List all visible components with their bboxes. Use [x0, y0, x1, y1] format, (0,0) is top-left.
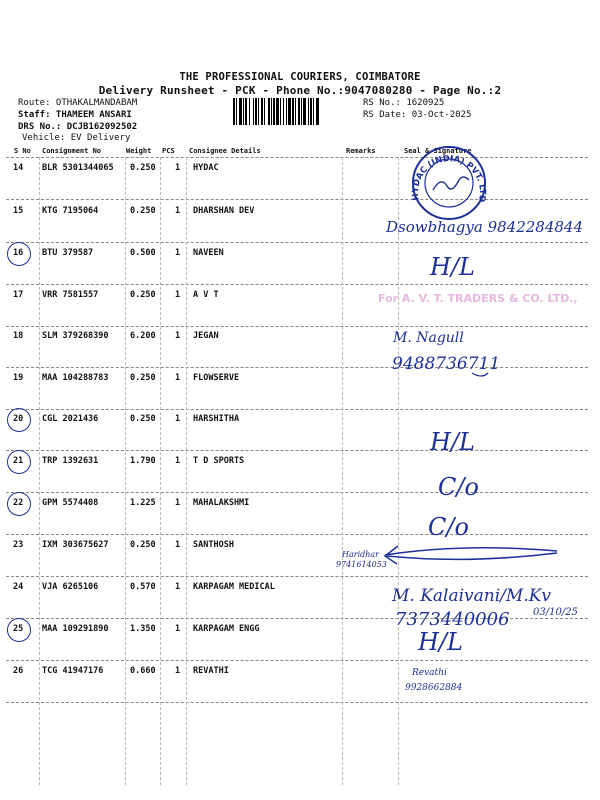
circle-mark — [7, 408, 31, 432]
note-row20: H/L — [430, 428, 475, 456]
row-sno: 16 — [13, 248, 24, 258]
row-consignee: MAHALAKSHMI — [193, 498, 250, 508]
row-consignment: IXM 303675627 — [42, 540, 109, 550]
row-pcs: 1 — [175, 290, 181, 300]
row-consignee: HARSHITHA — [193, 414, 240, 424]
row-sno: 15 — [13, 206, 24, 216]
stamp-row17: For A. V. T. TRADERS & CO. LTD., — [378, 292, 578, 305]
row-consignment: BLR 5301344065 — [42, 163, 114, 173]
rs-number: RS No.: 1620925 — [363, 98, 445, 108]
column-divider — [186, 157, 187, 785]
sign-row18-phone: 9488736711 — [392, 354, 501, 374]
col-sno: S No — [14, 147, 31, 155]
runsheet-subtitle: Delivery Runsheet - PCK - Phone No.:9047080280 - Page No.:2 — [98, 84, 502, 97]
row-sno: 14 — [13, 163, 24, 173]
row-sno: 19 — [13, 373, 24, 383]
row-consignee: T D SPORTS — [193, 456, 245, 466]
row-weight: 0.250 — [130, 373, 156, 383]
table-row — [0, 624, 600, 638]
note-row21: C/o — [438, 473, 479, 501]
row-weight: 0.250 — [130, 163, 156, 173]
row-pcs: 1 — [175, 582, 181, 592]
row-weight: 0.250 — [130, 206, 156, 216]
vehicle-label: Vehicle: EV Delivery — [22, 133, 131, 143]
row-pcs: 1 — [175, 540, 181, 550]
sign-row24-date: 03/10/25 — [533, 607, 578, 618]
table-row — [0, 666, 600, 680]
row-consignment: TCG 41947176 — [42, 666, 104, 676]
row-consignee: KARPAGAM ENGG — [193, 624, 260, 634]
row-consignment: VJA 6265106 — [42, 582, 99, 592]
row-sno: 22 — [13, 498, 24, 508]
column-divider — [342, 157, 343, 785]
drs-number: DRS No.: DCJB162092502 — [18, 122, 138, 132]
row-divider — [6, 702, 588, 703]
row-pcs: 1 — [175, 206, 181, 216]
row-consignment: SLM 379268390 — [42, 331, 109, 341]
row-weight: 1.350 — [130, 624, 156, 634]
row-consignee: DHARSHAN DEV — [193, 206, 255, 216]
row-divider — [6, 199, 588, 200]
row-weight: 1.790 — [130, 456, 156, 466]
rs-date: RS Date: 03-Oct-2025 — [363, 110, 472, 120]
sign-row26-phone: 9928662884 — [405, 683, 463, 693]
row-divider — [6, 367, 588, 368]
row-pcs: 1 — [175, 163, 181, 173]
table-row — [0, 331, 600, 345]
barcode-image — [233, 98, 359, 125]
note-row22: C/o — [428, 513, 469, 541]
circle-mark — [7, 492, 31, 516]
row-pcs: 1 — [175, 373, 181, 383]
row-divider — [6, 576, 588, 577]
row-divider — [6, 409, 588, 410]
row-consignee: JEGAN — [193, 331, 219, 341]
row-divider — [6, 326, 588, 327]
sign-row23-phone: 9741614053 — [336, 560, 387, 569]
table-row — [0, 498, 600, 512]
row-divider — [6, 492, 588, 493]
row-consignee: A V T — [193, 290, 219, 300]
row-consignee: SANTHOSH — [193, 540, 234, 550]
row-consignee: REVATHI — [193, 666, 229, 676]
row-weight: 1.225 — [130, 498, 156, 508]
row-sno: 25 — [13, 624, 24, 634]
table-row — [0, 414, 600, 428]
row-sno: 17 — [13, 290, 24, 300]
col-weight: Weight — [126, 147, 152, 155]
row-pcs: 1 — [175, 666, 181, 676]
row-consignee: HYDAC — [193, 163, 219, 173]
sign-row24-name: M. Kalaivani/M.Kv — [392, 586, 552, 606]
barcode-bar — [319, 98, 320, 125]
column-divider — [125, 157, 126, 785]
stamp-text: HYDAC (INDIA) PVT. LTD — [410, 154, 488, 203]
sign-row26-name: Revathi — [412, 668, 447, 678]
row-consignment: GPM 5574408 — [42, 498, 99, 508]
row-divider — [6, 618, 588, 619]
row-pcs: 1 — [175, 248, 181, 258]
table-row — [0, 456, 600, 470]
table-row — [0, 582, 600, 596]
row-consignment: KTG 7195064 — [42, 206, 99, 216]
sign-row23-name: Haridhar — [342, 550, 379, 559]
row-consignment: BTU 379587 — [42, 248, 94, 258]
table-row — [0, 248, 600, 262]
row-pcs: 1 — [175, 414, 181, 424]
column-divider — [160, 157, 161, 785]
row-consignee: KARPAGAM MEDICAL — [193, 582, 275, 592]
row-consignee: FLOWSERVE — [193, 373, 240, 383]
row-weight: 0.250 — [130, 290, 156, 300]
row-divider — [6, 284, 588, 285]
route-label: Route: OTHAKALMANDABAM — [18, 98, 138, 108]
table-row — [0, 206, 600, 220]
row-consignment: MAA 109291890 — [42, 624, 109, 634]
row-pcs: 1 — [175, 624, 181, 634]
row-pcs: 1 — [175, 498, 181, 508]
row-sno: 23 — [13, 540, 24, 550]
table-row — [0, 163, 600, 177]
table-row — [0, 373, 600, 387]
row-consignment: TRP 1392631 — [42, 456, 99, 466]
row-divider — [6, 450, 588, 451]
row-weight: 0.570 — [130, 582, 156, 592]
row-pcs: 1 — [175, 456, 181, 466]
circle-mark — [7, 618, 31, 642]
column-divider — [39, 157, 40, 785]
row-consignee: NAVEEN — [193, 248, 224, 258]
row-sno: 20 — [13, 414, 24, 424]
header-divider — [6, 157, 588, 158]
note-row16: H/L — [430, 253, 475, 281]
row-sno: 21 — [13, 456, 24, 466]
row-weight: 0.250 — [130, 540, 156, 550]
row-divider — [6, 660, 588, 661]
sign-row24-phone: 7373440006 — [395, 609, 510, 630]
circle-mark — [7, 450, 31, 474]
circle-mark — [7, 242, 31, 266]
company-title: THE PROFESSIONAL COURIERS, COIMBATORE — [179, 71, 421, 83]
table-row — [0, 290, 600, 304]
column-divider — [398, 157, 399, 785]
table-row — [0, 540, 600, 554]
row-weight: 6.200 — [130, 331, 156, 341]
col-remarks: Remarks — [346, 147, 376, 155]
col-consignee: Consignee Details — [189, 147, 261, 155]
row-pcs: 1 — [175, 331, 181, 341]
col-pcs: PCS — [162, 147, 175, 155]
row-consignment: MAA 104288783 — [42, 373, 109, 383]
row-weight: 0.500 — [130, 248, 156, 258]
col-seal-signature: Seal & Signature — [404, 147, 472, 155]
sign-row18-name: M. Nagull — [393, 330, 464, 346]
note-row25: H/L — [418, 628, 463, 656]
row-sno: 24 — [13, 582, 24, 592]
row-sno: 18 — [13, 331, 24, 341]
row-consignment: VRR 7581557 — [42, 290, 99, 300]
staff-label: Staff: THAMEEM ANSARI — [18, 110, 132, 120]
row-weight: 0.660 — [130, 666, 156, 676]
sign-row15: Dsowbhagya 9842284844 — [386, 218, 584, 236]
row-divider — [6, 534, 588, 535]
row-sno: 26 — [13, 666, 24, 676]
col-consignment: Consignment No — [42, 147, 102, 155]
row-divider — [6, 242, 588, 243]
row-weight: 0.250 — [130, 414, 156, 424]
row-consignment: CGL 2021436 — [42, 414, 99, 424]
